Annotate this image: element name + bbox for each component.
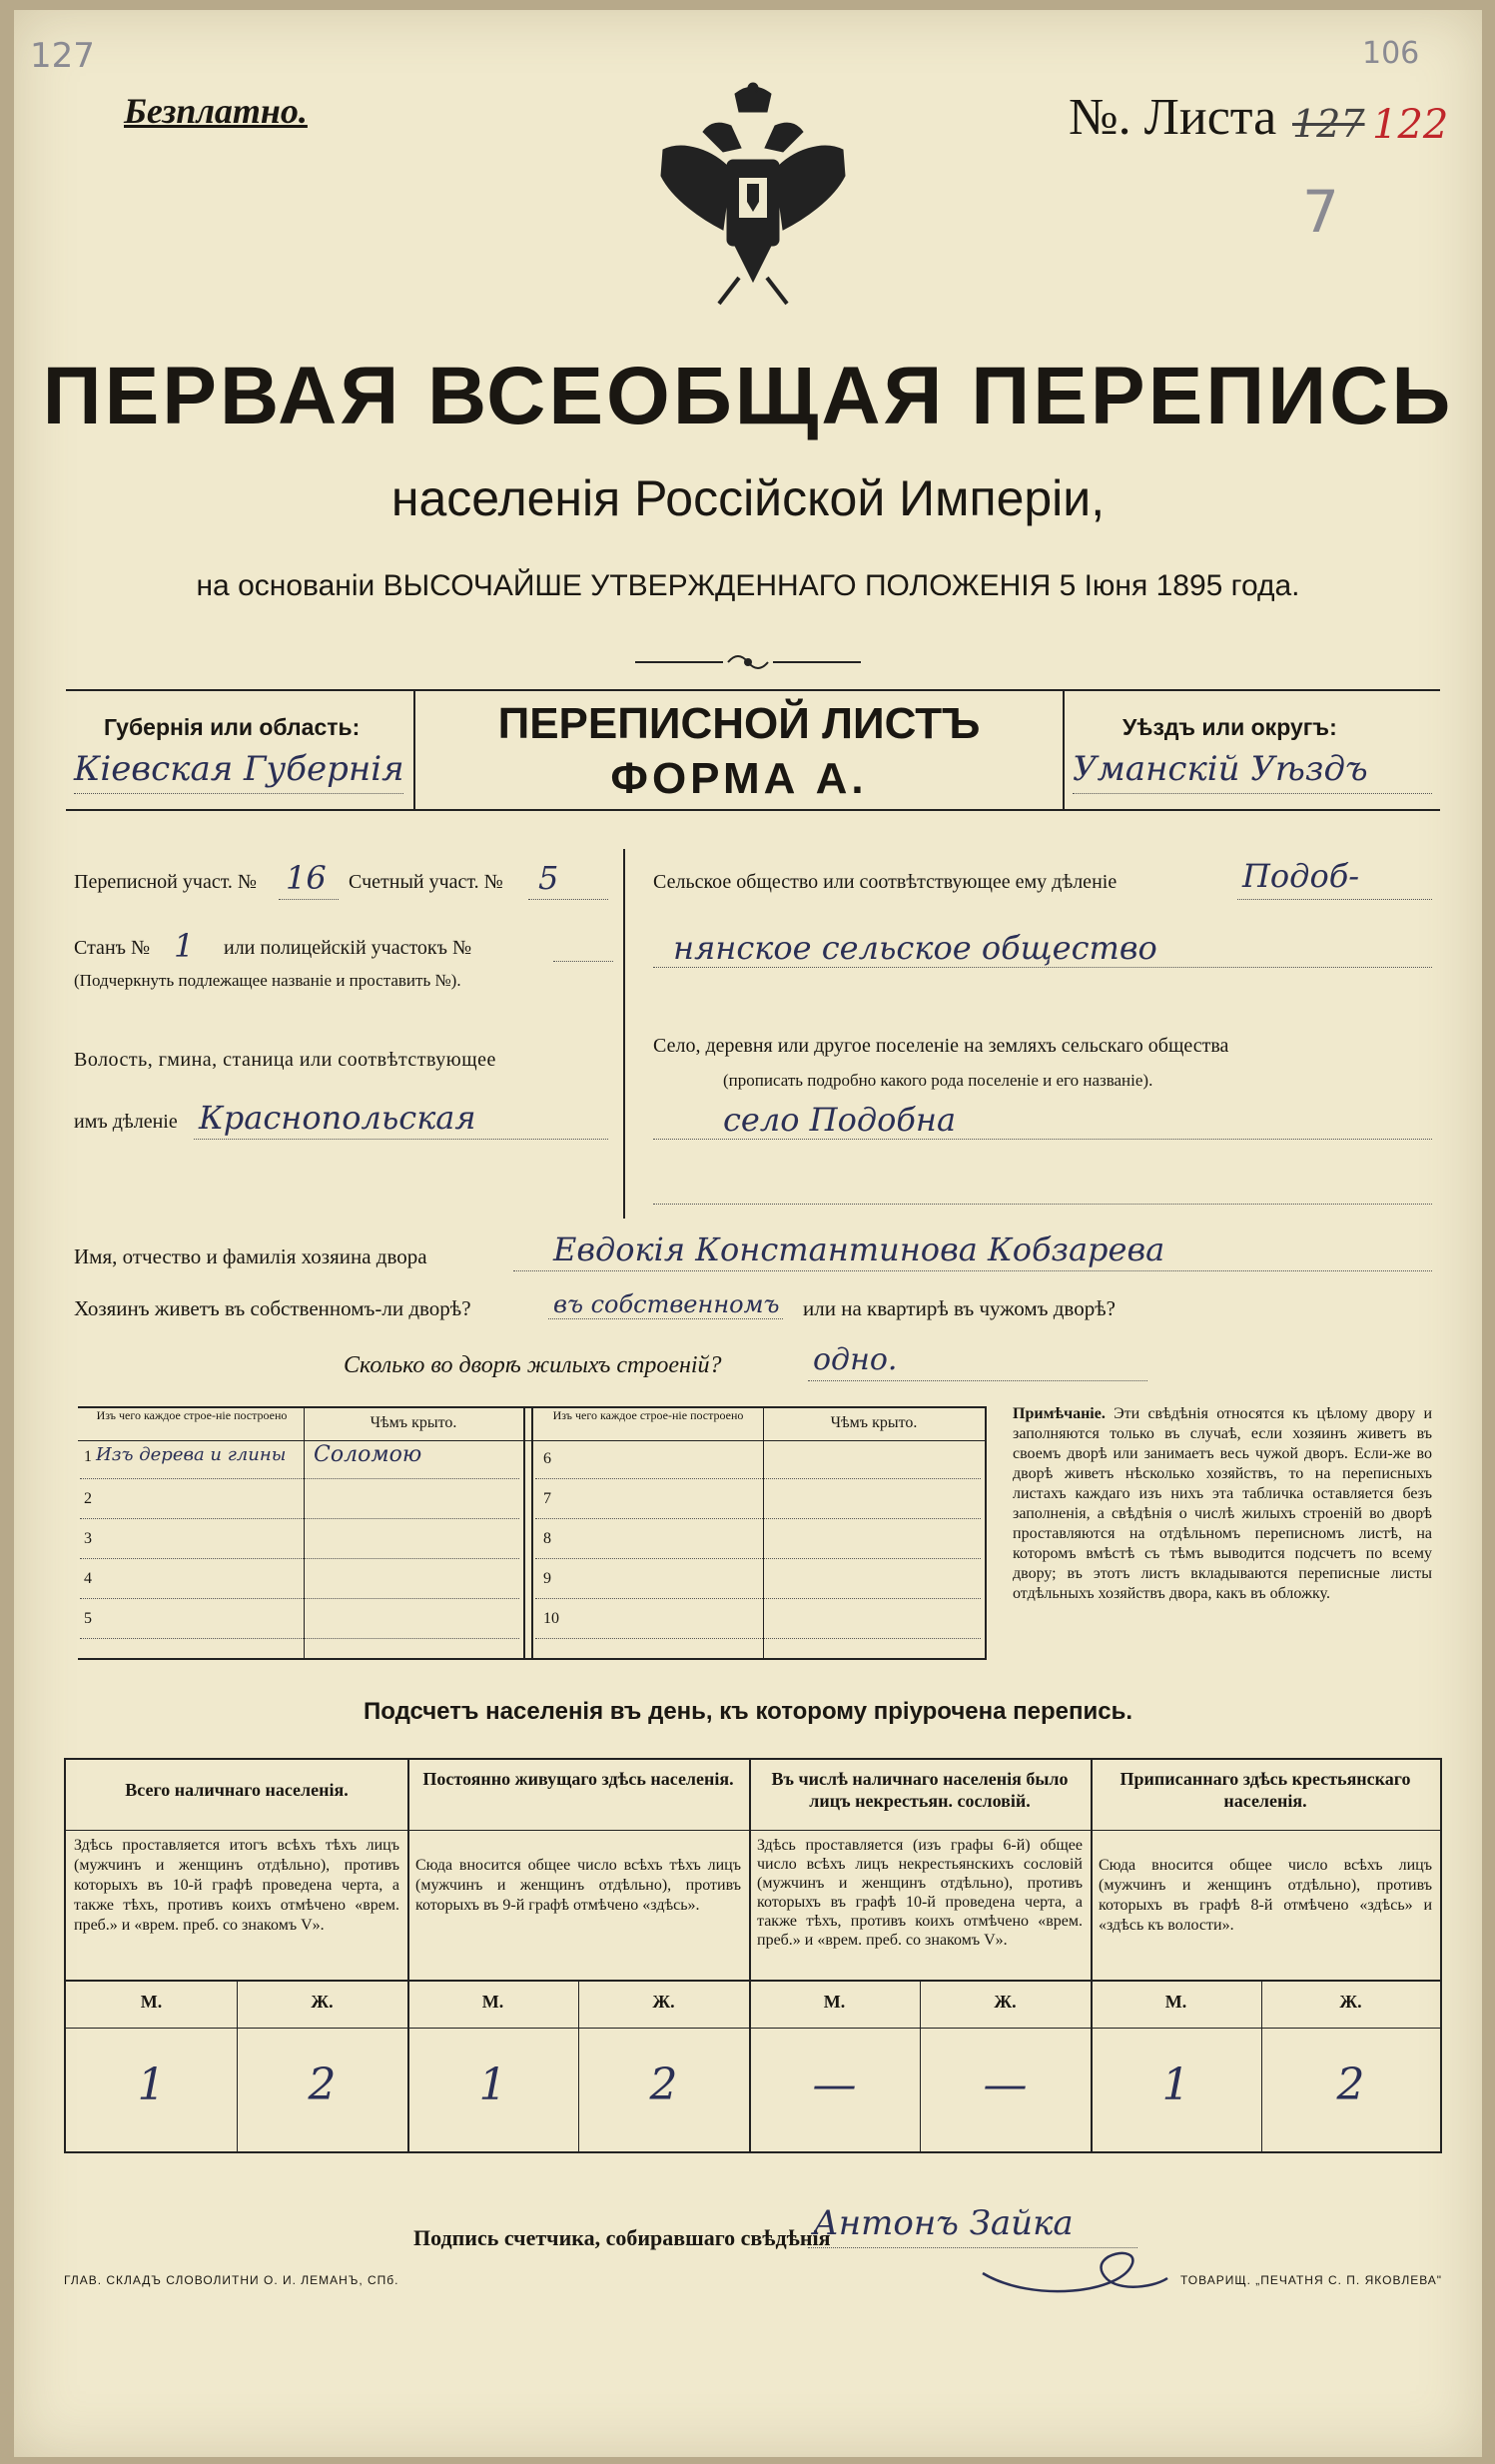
owner-lives-value: въ собственномъ xyxy=(553,1290,780,1318)
stan-value: 1 xyxy=(174,927,195,965)
building-row-num: 10 xyxy=(543,1610,559,1627)
building-row-num: 9 xyxy=(543,1570,551,1587)
col-material-left: Изъ чего каждое строе-ніе построено xyxy=(96,1408,288,1422)
census-area-value: 16 xyxy=(286,859,327,897)
sheet-number-pencil: 7 xyxy=(1302,178,1339,246)
corner-pencil-right: 106 xyxy=(1362,36,1420,71)
census-area-label: Переписной участ. № xyxy=(74,871,258,893)
count-area-value: 5 xyxy=(538,859,559,897)
tally-value-m: 1 xyxy=(137,2059,166,2110)
tally-col-f: Ж. xyxy=(652,1992,675,2012)
building-row-num: 8 xyxy=(543,1530,551,1547)
volost-label: Волость, гмина, станица или соотвѣтствующее xyxy=(74,1049,496,1071)
owner-name-label: Имя, отчество и фамилія хозяина двора xyxy=(74,1244,427,1268)
building-row-num: 5 xyxy=(84,1610,92,1627)
col-roof-left: Чѣмъ крыто. xyxy=(370,1414,457,1431)
district-value: Уманскій Уѣздъ xyxy=(1073,749,1368,789)
building-row-roof: Соломою xyxy=(314,1442,422,1467)
owner-lives-label: Хозяинъ живетъ въ собственномъ-ли дворѣ? xyxy=(74,1296,471,1320)
signature-label: Подпись счетчика, собиравшаго свѣдѣнія xyxy=(413,2225,831,2250)
sheet-number-label: №. Листа xyxy=(1069,89,1277,146)
tally-group-title: Всего наличнаго населенія. xyxy=(125,1780,349,1800)
page-subtitle: населенія Россійской Имперіи, xyxy=(390,470,1106,526)
free-label: Безплатно. xyxy=(124,91,308,131)
stan-label: Станъ № xyxy=(74,937,151,959)
society-label: Сельское общество или соотвѣтствующее ему дѣленіе xyxy=(653,871,1118,893)
underline-note: (Подчеркнуть подлежащее названіе и проставить №). xyxy=(74,971,461,990)
imperial-eagle-emblem-icon xyxy=(643,80,863,310)
signature-flourish-icon xyxy=(973,2233,1172,2303)
building-row-material: Изъ дерева и глины xyxy=(96,1444,287,1465)
owner-name-value: Евдокія Константинова Кобзарева xyxy=(553,1231,1165,1268)
tally-group-desc: Сюда вносится общее число всѣхъ лицъ (мужчинъ и женщинъ отдѣльно), противъ которыхъ въ графѣ 8-й отмѣчено «здѣсь» и «здѣсь къ волости». xyxy=(1099,1857,1432,1934)
count-area-label: Счетный участ. № xyxy=(349,871,503,893)
province-label: Губернія или область: xyxy=(104,714,361,740)
society-value-1: Подоб- xyxy=(1242,857,1360,895)
tally-value-m: — xyxy=(812,2059,857,2110)
note-block xyxy=(1013,1404,1432,1604)
tally-value-f: 2 xyxy=(1336,2059,1365,2110)
society-value-2: нянское сельское общество xyxy=(673,929,1157,967)
signature-value: Антонъ Зайка xyxy=(813,2203,1074,2243)
tally-value-f: — xyxy=(983,2059,1028,2110)
tally-group-title: Приписаннаго здѣсь крестьянскаго населенія. xyxy=(1120,1769,1411,1811)
tally-value-f: 2 xyxy=(308,2059,337,2110)
volost-label-2: имъ дѣленіе xyxy=(74,1111,178,1133)
page-title: ПЕРВАЯ ВСЕОБЩАЯ ПЕРЕПИСЬ xyxy=(42,351,1454,441)
tally-group-desc: Здѣсь проставляется итогъ всѣхъ тѣхъ лицъ (мужчинъ и женщинъ отдѣльно), противъ которыхъ въ 10-й графѣ проведена черта, а также тѣхъ, противъ коихъ отмѣчено «врем. преб.» и «врем. преб. со знакомъ V». xyxy=(74,1837,399,1934)
village-value: село Подобна xyxy=(723,1101,957,1139)
tally-col-f: Ж. xyxy=(311,1992,334,2012)
buildings-value: одно. xyxy=(813,1342,898,1377)
sheet-number-struck: 127 xyxy=(1292,102,1365,146)
tally-col-m: М. xyxy=(1164,1992,1187,2012)
province-value: Кіевская Губернія xyxy=(74,749,404,789)
tally-col-f: Ж. xyxy=(994,1992,1017,2012)
village-note: (прописать подробно какого рода поселеніе и его названіе). xyxy=(723,1071,1153,1090)
tally-group-desc: Здѣсь проставляется (изъ графы 6-й) общее число всѣхъ лицъ некрестьянскихъ сословій (мужчинъ и женщинъ отдѣльно), противъ которыхъ въ графѣ 10-й проведена черта, а также тѣхъ, противъ коихъ отмѣчено «врем. преб.» и «врем. преб. со знакомъ V». xyxy=(757,1837,1083,1949)
owner-lives-label-2: или на квартирѣ въ чужомъ дворѣ? xyxy=(803,1296,1116,1320)
village-label: Село, деревня или другое поселеніе на земляхъ сельскаго общества xyxy=(653,1035,1229,1057)
note-lead: Примѣчаніе. xyxy=(1013,1405,1106,1422)
imprint-right: ТОВАРИЩ. „ПЕЧАТНЯ С. П. ЯКОВЛЕВА" xyxy=(1180,2273,1443,2287)
tally-group-title: Постоянно живущаго здѣсь населенія. xyxy=(422,1769,734,1789)
sheet-number-red: 122 xyxy=(1372,102,1449,148)
building-row-num: 3 xyxy=(84,1530,92,1547)
tally-col-f: Ж. xyxy=(1339,1992,1362,2012)
tally-col-m: М. xyxy=(823,1992,846,2012)
tally-col-m: М. xyxy=(481,1992,504,2012)
buildings-label: Сколько во дворѣ жилыхъ строеній? xyxy=(344,1352,722,1378)
ornament-divider-icon xyxy=(633,649,863,675)
tally-value-m: 1 xyxy=(1161,2059,1190,2110)
imprint-left: ГЛАВ. СКЛАДЪ СЛОВОЛИТНИ О. И. ЛЕМАНЪ, СПб. xyxy=(64,2273,399,2287)
tally-group-title: Въ числѣ наличнаго населенія было лицъ некрестьян. сословій. xyxy=(771,1769,1069,1811)
corner-pencil-left: 127 xyxy=(30,36,95,76)
col-roof-right: Чѣмъ крыто. xyxy=(830,1414,918,1431)
legal-basis: на основаніи ВЫСОЧАЙШЕ УТВЕРЖДЕННАГО ПОЛОЖЕНІЯ 5 Іюня 1895 года. xyxy=(196,569,1300,602)
census-sheet xyxy=(14,10,1482,2457)
note-text: Эти свѣдѣнія относятся къ цѣлому двору и заполняются только въ случаѣ, если хозяинъ живетъ въ своемъ дворѣ или занимаетъ весь чужой дворъ. Если-же во дворѣ живетъ нѣсколько хозяйствъ, то на переписныхъ листахъ каждаго изъ нихъ эта табличка оставляется безъ заполненія, а свѣдѣнія о числѣ жилыхъ строеній во дворѣ проставляются на отдѣльномъ переписномъ листѣ, на которомъ вмѣстѣ съ тѣмъ выводится подсчетъ по всему двору; въ этотъ листъ вкладываются переписные листы отдѣльныхъ хозяйствъ двора, какъ въ обложку. xyxy=(1013,1405,1433,1602)
building-row-num: 6 xyxy=(543,1450,551,1467)
tally-value-m: 1 xyxy=(478,2059,507,2110)
district-label: Уѣздъ или округъ: xyxy=(1122,714,1337,740)
building-row-num: 7 xyxy=(543,1490,551,1507)
building-row-num: 1 xyxy=(84,1448,92,1465)
volost-value: Краснопольская xyxy=(199,1099,476,1137)
tally-group-desc: Сюда вносится общее число всѣхъ тѣхъ лицъ (мужчинъ и женщинъ отдѣльно), противъ которыхъ въ 9-й графѣ отмѣчено «здѣсь». xyxy=(415,1857,741,1914)
tally-heading: Подсчетъ населенія въ день, къ которому пріурочена перепись. xyxy=(364,1698,1132,1725)
form-letter: ФОРМА А. xyxy=(610,754,868,803)
tally-table xyxy=(64,1758,1442,2153)
col-material-right: Изъ чего каждое строе-ніе построено xyxy=(552,1408,744,1422)
tally-value-f: 2 xyxy=(649,2059,678,2110)
building-row-num: 2 xyxy=(84,1490,92,1507)
form-title: ПЕРЕПИСНОЙ ЛИСТЪ xyxy=(497,699,981,748)
tally-col-m: М. xyxy=(140,1992,163,2012)
police-label: или полицейскій участокъ № xyxy=(224,937,472,959)
building-row-num: 4 xyxy=(84,1570,92,1587)
